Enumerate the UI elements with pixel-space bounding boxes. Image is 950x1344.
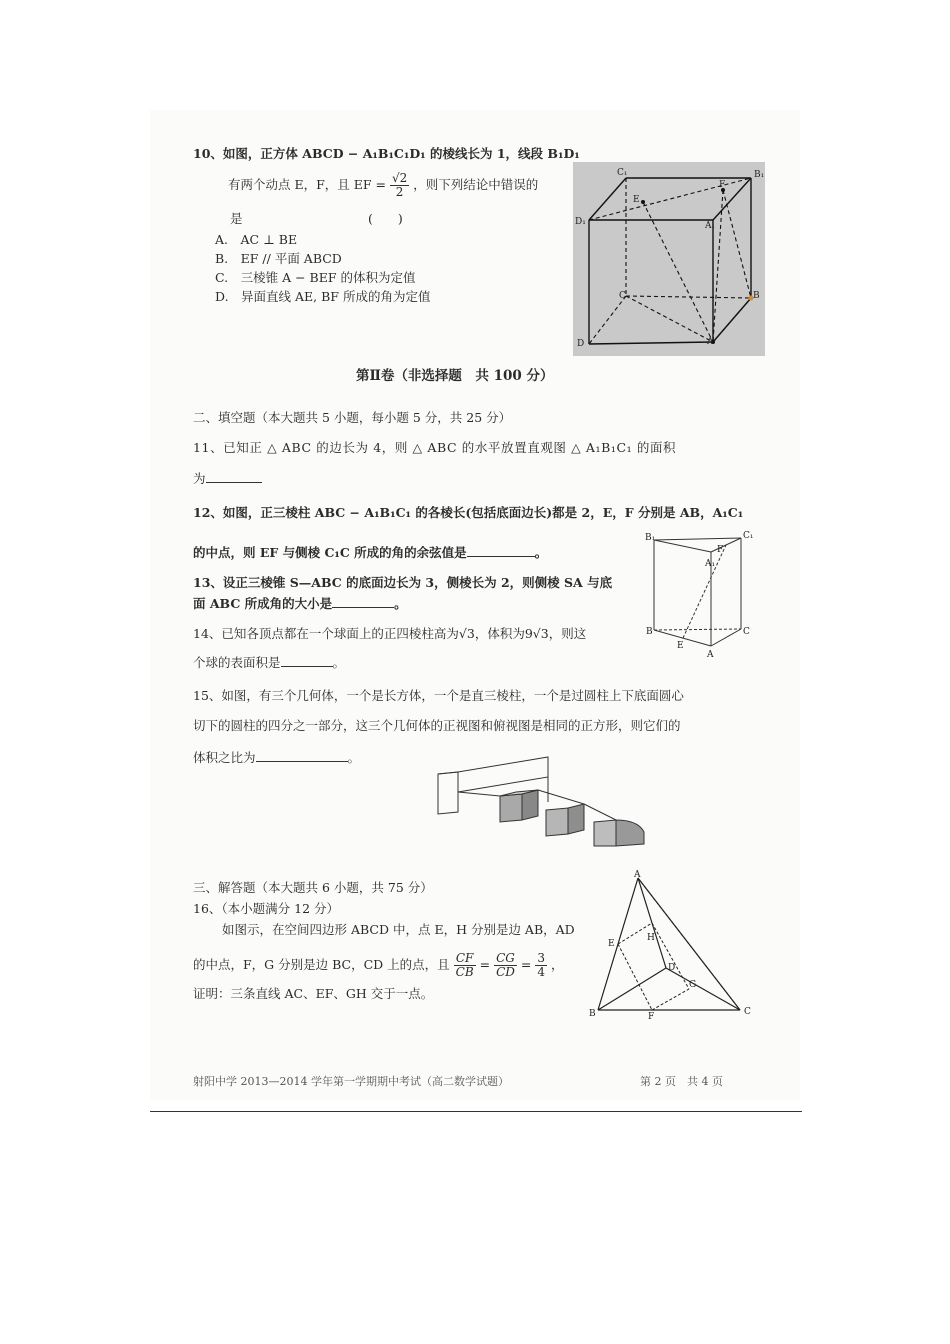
q15-line3-text: 体积之比为 [193,750,256,765]
q16-frac-cf-cb [454,952,476,979]
q13-line2 [193,596,407,612]
q16-frac2-den: CD [496,965,515,979]
q16-line3-a: 的中点，F，G 分别是边 BC，CD 上的点，且 [193,957,450,972]
q16-line3-b: ， [550,957,564,972]
q12-line2 [193,545,547,561]
tetrahedron-figure [588,870,760,1020]
q12-line1: 12、如图，正三棱柱 ABC − A₁B₁C₁ 的各棱长(包括底面边长)都是 2，E，F 分别是 AB，A₁C₁ [193,505,744,520]
q10-option-b: B. EF // 平面 ABCD [215,251,342,266]
q15-line1: 15、如图，有三个几何体，一个是长方体，一个是直三棱柱，一个是过圆柱上下底面圆心 [193,688,684,703]
label-d-tet: D [668,963,676,973]
label-e: E [633,195,640,205]
label-a-tet: A [634,870,641,880]
q14-line1 [193,626,586,642]
q16-frac1-num: CF [454,952,476,966]
q10-frac-num: √2 [391,171,408,185]
q12-answer-blank [467,555,535,557]
q16-frac-3-4 [535,952,547,979]
footer-right: 第 2 页 共 4 页 [640,1075,723,1088]
q16-frac1-den: CB [455,965,474,979]
section3-heading: 三、解答题（本大题共 6 小题，共 75 分） [193,880,433,895]
q12-period: 。 [534,545,548,560]
label-g-tet: G [689,980,697,990]
q14-line1-c: ，则这 [548,626,587,641]
q13-answer-blank [332,606,394,608]
q10-line2 [228,172,538,199]
label-f-prism: F [717,545,724,555]
label-a: A [707,337,714,347]
q11-line1: 11、已知正 △ ABC 的边长为 4，则 △ ABC 的水平放置直观图 △ A₁B₁C₁ 的面积 [193,440,677,455]
label-f: F [719,180,726,190]
q14-sqrt3: √3 [458,626,475,641]
label-a1: A₁ [705,221,716,231]
label-b-prism: B [646,627,653,637]
cube-figure [573,162,765,356]
q14-line1-a: 14、已知各顶点都在一个球面上的正四棱柱高为 [193,626,459,641]
prism-figure [641,530,761,662]
label-c1: C₁ [617,168,628,178]
q16-line2: 如图示，在空间四边形 ABCD 中，点 E，H 分别是边 AB，AD [222,922,575,937]
q16-line4: 证明：三条直线 AC、EF、GH 交于一点。 [193,986,434,1001]
q11-answer-blank [206,481,262,483]
point-e [641,200,645,204]
q14-line1-b: ，体积为 [474,626,525,641]
label-b: B [753,291,760,301]
q13-line2-text: 面 ABC 所成角的大小是 [193,596,333,611]
q14-line2-text: 个球的表面积是 [193,655,281,670]
q10-frac-den: 2 [395,185,404,199]
label-b1-prism: B₁ [645,533,656,543]
q13-line1: 13、设正三棱锥 S—ABC 的底面边长为 3，侧棱长为 2，则侧棱 SA 与底 [193,575,613,590]
label-b-tet: B [589,1009,596,1019]
q10-option-c: C. 三棱锥 A − BEF 的体积为定值 [215,270,416,285]
q10-line3: 是 [230,211,243,226]
q16-line1: 16、（本小题满分 12 分） [193,901,340,916]
q14-period: 。 [332,655,346,670]
solids-figure [438,752,650,848]
q10-line1: 10、如图，正方体 ABCD − A₁B₁C₁D₁ 的棱线长为 1，线段 B₁D₁ [193,146,580,161]
label-e-tet: E [608,939,615,949]
q10-line2-b: ，则下列结论中错误的 [413,177,539,192]
label-h-tet: H [647,933,655,943]
q10-answer-paren: ( ) [368,211,403,226]
q12-line2-text: 的中点，则 EF 与侧棱 C₁C 所成的角的余弦值是 [193,545,467,560]
q15-line3 [193,750,360,766]
label-c-tet: C [744,1007,751,1017]
label-e-prism: E [677,641,684,651]
q15-period: 。 [347,750,361,765]
q10-fraction [390,172,409,199]
label-a1-prism: A₁ [705,559,716,569]
label-d1: D₁ [575,217,586,227]
footer-left: 射阳中学 2013—2014 学年第一学期期中考试（高二数学试题） [193,1075,509,1088]
q10-option-a: A. AC ⊥ BE [215,232,298,247]
q11-line2 [193,471,262,487]
page-divider [150,1111,802,1112]
q16-eq2: = [520,957,532,972]
label-b1: B₁ [754,170,765,180]
q14-answer-blank [281,665,333,667]
q14-line2 [193,655,345,671]
q16-eq1: = [479,957,491,972]
q10-option-d: D. 异面直线 AE, BF 所成的角为定值 [215,289,431,304]
q13-period: 。 [394,596,407,611]
q14-volume: 9√3 [524,626,549,641]
label-c: C [619,291,626,301]
label-a-prism: A [707,650,714,660]
q15-answer-blank [256,760,348,762]
q10-line2-a: 有两个动点 E，F，且 EF = [228,177,386,192]
label-f-tet: F [648,1012,655,1022]
q16-frac3-den: 4 [537,965,545,979]
label-c-prism: C [743,627,750,637]
q16-line3 [193,952,564,979]
section2-heading: 二、填空题（本大题共 5 小题，每小题 5 分，共 25 分） [193,410,512,425]
label-c1-prism: C₁ [743,531,754,541]
q11-line2-text: 为 [193,471,206,486]
q16-frac2-num: CG [494,952,517,966]
q16-frac3-num: 3 [537,951,545,965]
label-d: D [577,339,585,349]
q16-frac-cg-cd [494,952,517,979]
part2-title: 第Ⅱ卷（非选择题 共 100 分） [356,368,554,384]
q15-line2: 切下的圆柱的四分之一部分，这三个几何体的正视图和俯视图是相同的正方形，则它们的 [193,718,681,733]
